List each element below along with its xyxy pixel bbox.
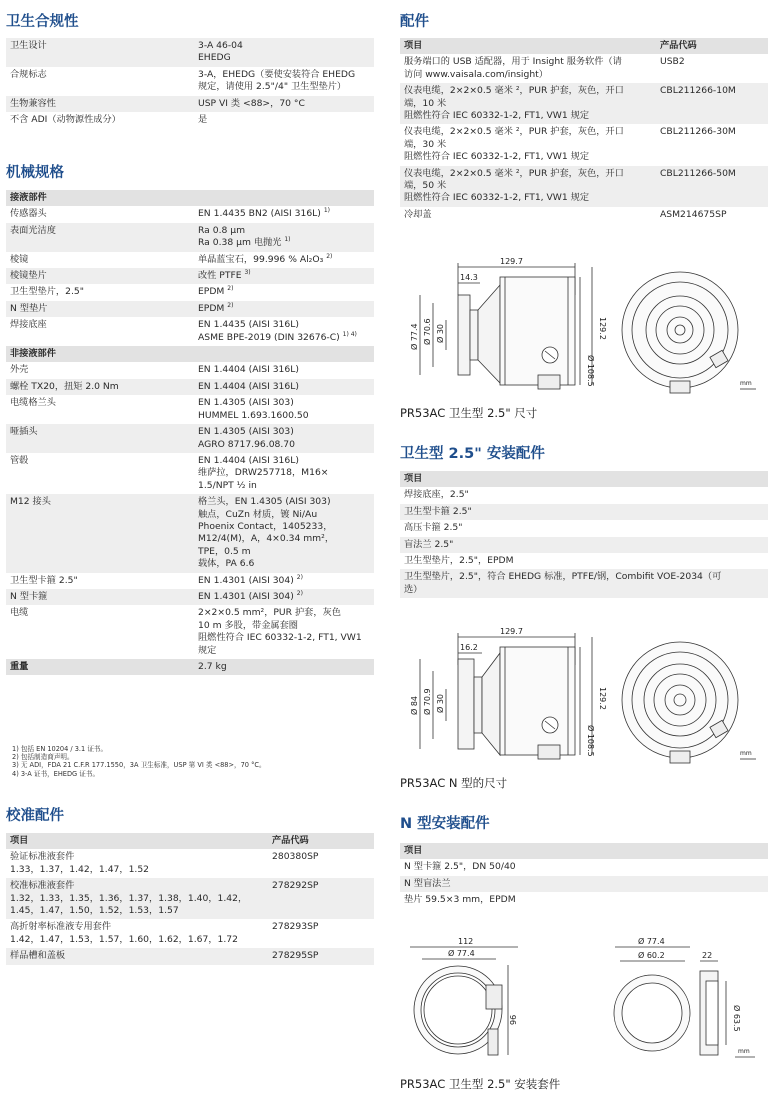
- row-item: [6, 948, 268, 964]
- row-item: 垫片 59.5×3 mm，EPDM: [404, 894, 516, 906]
- table-row: [6, 453, 374, 494]
- row-label: 电缆: [10, 607, 29, 619]
- table-row: [6, 589, 374, 605]
- row-item: 卫生型卡箍 2.5": [400, 504, 768, 520]
- mounting-kit-drawing: [400, 935, 768, 1063]
- fig3-unit: mm: [738, 1048, 750, 1055]
- weight-label: 重量: [6, 659, 194, 675]
- row-item-line: 1.32，1.33，1.35，1.36，1.37，1.38，1.40，1.42，: [10, 892, 248, 904]
- fig1-dim-d3: Ø 30: [436, 323, 445, 343]
- row-item-line: 1.42，1.47，1.53，1.57，1.60，1.62，1.67，1.72: [10, 933, 238, 945]
- row-value: [194, 112, 374, 128]
- row-code: ASM214675SP: [660, 208, 727, 220]
- row-value: [194, 573, 374, 589]
- row-value-line: TPE，0.5 m: [198, 545, 251, 557]
- row-value: [194, 589, 374, 605]
- table-header: [400, 471, 768, 487]
- table-row: [400, 54, 768, 83]
- row-label: 电缆格兰头: [10, 397, 56, 409]
- row-code: CBL211266-50M: [656, 166, 768, 207]
- footnote: 2) 包括制造商声明。: [12, 753, 74, 762]
- header-code: 产品代码: [656, 38, 768, 54]
- row-value-line: EN 1.4301 (AISI 304) $^{2)}$: [198, 573, 303, 586]
- table-row: [400, 207, 768, 223]
- row-value-line: Phoenix Contact，1405233，: [198, 520, 333, 532]
- row-code: 280380SP: [272, 851, 319, 863]
- fig1-unit: mm: [740, 380, 752, 387]
- row-value-line: ASME BPE-2019 (DIN 32676-C) $^{1) 4)}$: [198, 330, 357, 343]
- mech-title: 机械规格: [6, 165, 64, 181]
- row-value: [194, 395, 374, 424]
- header-code: 产品代码: [268, 833, 374, 849]
- row-item-line: 端，10 米: [404, 97, 447, 109]
- row-value: [194, 38, 374, 67]
- row-value-line: M12/4(M)，A，4×0.34 mm²，: [198, 533, 335, 545]
- table-row: [6, 424, 374, 453]
- table-row: [6, 301, 374, 317]
- row-value-line: Ra 0.38 µm 电抛光 $^{1)}$: [198, 236, 291, 249]
- row-item-line: 1.45，1.47，1.50，1.52，1.53，1.57: [10, 905, 179, 917]
- row-label: 不含 ADI（动物源性成分）: [10, 114, 121, 126]
- table-header: [400, 843, 768, 859]
- footnote-ref: 3): [244, 268, 251, 276]
- fig1-caption: PR53AC 卫生型 2.5" 尺寸: [400, 406, 538, 420]
- row-value-line: 2×2×0.5 mm²，PUR 护套，灰色: [198, 607, 341, 619]
- accessories-title: 配件: [400, 14, 429, 30]
- row-code: CBL211266-10M: [656, 83, 768, 124]
- footnotes: [12, 745, 372, 778]
- row-value-line: 格兰头，EN 1.4305 (AISI 303): [198, 496, 331, 508]
- row-value-line: EN 1.4404 (AISI 316L): [198, 364, 299, 376]
- row-code: 278292SP: [268, 878, 374, 919]
- footnote-ref: 1): [284, 236, 291, 244]
- fig2-unit: mm: [740, 750, 752, 757]
- fig1-dim-length: 129.7: [500, 257, 523, 266]
- row-item-line: 校准标准液套件: [10, 880, 75, 892]
- table-header: [6, 833, 374, 849]
- row-value-line: AGRO 8717.96.08.70: [198, 438, 295, 450]
- row-label: 棱镜垫片: [6, 268, 194, 284]
- row-label: M12 接头: [6, 494, 194, 572]
- footnote-ref: 2): [227, 301, 234, 309]
- row-value-line: 阻燃性符合 IEC 60332-1-2, FT1, VW1: [198, 632, 362, 644]
- fig2-caption: PR53AC N 型的尺寸: [400, 776, 508, 790]
- row-item-line: 高折射率标准液专用套件: [10, 921, 112, 933]
- table-row: [6, 849, 374, 878]
- fig3-dim-d1: Ø 77.4: [448, 949, 475, 958]
- mech-table: [6, 190, 374, 675]
- row-code: USB2: [660, 56, 685, 68]
- row-value-line: EN 1.4435 (AISI 316L): [198, 319, 299, 331]
- fig1-dim-d2: Ø 70.6: [423, 318, 432, 345]
- row-value-line: EPDM $^{2)}$: [198, 301, 234, 314]
- row-value: [194, 67, 374, 96]
- row-value-line: EN 1.4404 (AISI 316L): [198, 454, 299, 466]
- accessories-table: [400, 38, 768, 223]
- table-row: [6, 948, 374, 964]
- row-label: 哑插头: [6, 424, 194, 453]
- table-row: [400, 504, 768, 520]
- footnote: 4) 3-A 证书，EHEDG 证书。: [12, 769, 100, 778]
- row-value-line: 是: [198, 114, 208, 126]
- row-value: [194, 223, 374, 252]
- fig2-dim-height: 129.2: [598, 687, 607, 710]
- fig1-dim-d4: Ø 108.5: [586, 355, 595, 387]
- row-value: [194, 379, 374, 395]
- fig2-dim-flange: 16.2: [460, 643, 478, 652]
- row-label: N 型卡箍: [6, 589, 194, 605]
- row-value-line: 1.5/NPT ½ in: [198, 479, 257, 491]
- table-row: [6, 268, 374, 284]
- row-item: 卫生型垫片，2.5"，符合 EHEDG 标准，PTFE/钢，Combifit VOE-2034（可 选）: [400, 569, 768, 598]
- weight-value: 2.7 kg: [194, 659, 374, 675]
- table-row: [6, 878, 374, 919]
- row-label: N 型垫片: [6, 301, 194, 317]
- row-label: 螺栓 TX20，扭矩 2.0 Nm: [6, 379, 194, 395]
- row-item: [6, 878, 268, 919]
- row-item: [400, 166, 656, 207]
- row-label: 卫生型卡箍 2.5": [10, 574, 78, 586]
- calib-table: [6, 833, 374, 965]
- table-row: [6, 252, 374, 268]
- table-row: [6, 919, 374, 948]
- row-item: N 型盲法兰: [400, 876, 768, 892]
- table-row: [400, 537, 768, 553]
- row-item: [400, 207, 656, 223]
- sensor-hygienic-drawing: [400, 255, 768, 395]
- row-value-line: 维萨拉，DRW257718，M16×: [198, 467, 329, 479]
- row-value-line: EN 1.4404 (AISI 316L): [198, 380, 299, 392]
- row-item: [6, 919, 268, 948]
- table-row: [6, 206, 374, 222]
- hygiene-title: 卫生合规性: [6, 14, 79, 30]
- table-row: [6, 223, 374, 252]
- fig1-dim-flange: 14.3: [460, 273, 478, 282]
- row-label: 合规标志: [10, 68, 47, 80]
- header-item: 项目: [400, 38, 656, 54]
- row-label: 卫生型垫片，2.5": [10, 286, 84, 298]
- row-item: N 型卡箍 2.5"，DN 50/40: [404, 861, 516, 873]
- row-value-line: USP VI 类 <88>，70 °C: [198, 97, 305, 109]
- footnote-ref: 2): [296, 573, 303, 581]
- fig2-dim-length: 129.7: [500, 627, 523, 636]
- table-row: [400, 876, 768, 892]
- footnote: 1) 包括 EN 10204 / 3.1 证书。: [12, 745, 108, 753]
- table-row: [400, 553, 768, 569]
- row-label: 传感器头: [10, 208, 47, 220]
- row-label: 外壳: [10, 364, 29, 376]
- row-item-line: 验证标准液套件: [10, 851, 75, 863]
- table-header: [400, 38, 768, 54]
- row-item-line: 仪表电缆，2×2×0.5 毫米 ²，PUR 护套，灰色，开口: [404, 167, 624, 179]
- row-value: [194, 605, 374, 659]
- table-row: [6, 573, 374, 589]
- row-value: [194, 301, 374, 317]
- row-label: 卫生设计: [6, 38, 194, 67]
- table-row: [6, 494, 374, 572]
- table-row: [6, 317, 374, 346]
- table-row: [6, 395, 374, 424]
- row-item: [400, 54, 656, 83]
- table-row: [400, 520, 768, 536]
- row-value: [194, 424, 374, 453]
- fig2-dim-d4: Ø 108.5: [586, 725, 595, 757]
- fig3-dim-width: 112: [458, 937, 474, 946]
- row-item: 高压卡箍 2.5": [404, 522, 463, 534]
- footnote-ref: 2): [227, 285, 234, 293]
- row-value-line: EN 1.4301 (AISI 304) $^{2)}$: [198, 589, 303, 602]
- table-row: [6, 112, 374, 128]
- row-item-line: 访问 www.vaisala.com/insight）: [404, 68, 548, 80]
- row-label: 生物兼容性: [6, 96, 194, 112]
- row-item: [400, 124, 656, 165]
- subheader-label: 接液部件: [6, 190, 374, 206]
- row-item-line: 端，50 米: [404, 180, 447, 192]
- fig3-dim-thickness: 22: [702, 951, 713, 960]
- table-row: [400, 124, 768, 165]
- table-row: [6, 605, 374, 659]
- row-value-line: 改性 PTFE $^{3)}$: [198, 268, 251, 282]
- table-subheader: [6, 346, 374, 362]
- row-item-line: 仪表电缆，2×2×0.5 毫米 ²，PUR 护套，灰色，开口: [404, 85, 624, 97]
- hyg-mount-title: 卫生型 2.5" 安装配件: [400, 446, 545, 462]
- table-row: [400, 83, 768, 124]
- row-label: 管毂: [10, 454, 29, 466]
- row-item-line: 冷却盖: [404, 208, 432, 220]
- fig3-caption: PR53AC 卫生型 2.5" 安装套件: [400, 1077, 561, 1091]
- row-code: CBL211266-30M: [660, 126, 736, 138]
- table-row: [6, 67, 374, 96]
- row-value: [194, 284, 374, 300]
- row-value-line: EHEDG: [198, 52, 231, 64]
- header-item: 项目: [400, 843, 768, 859]
- footnote-ref: 2): [296, 589, 303, 597]
- row-label: 棱镜: [10, 253, 29, 265]
- row-item: 焊接底座，2.5": [404, 489, 469, 501]
- row-item-line: 阻燃性符合 IEC 60332-1-2, FT1, VW1 规定: [404, 192, 590, 204]
- row-item: [400, 83, 656, 124]
- footnote: 3) 无 ADI，FDA 21 C.F.R 177.1550，3A 卫生标准，USP 第 VI 类 <88>，70 °C。: [12, 761, 266, 770]
- row-value: [194, 252, 374, 268]
- fig1-dim-height: 129.2: [598, 317, 607, 340]
- table-subheader: [6, 190, 374, 206]
- row-value: [194, 317, 374, 346]
- row-label: 表面光洁度: [6, 223, 194, 252]
- footnote-ref: 1) 4): [342, 330, 357, 338]
- header-item: 项目: [400, 471, 768, 487]
- row-value: [194, 362, 374, 378]
- table-row: [400, 569, 768, 598]
- fig1-dim-d1: Ø 77.4: [410, 323, 419, 350]
- row-value-line: EN 1.4305 (AISI 303): [198, 426, 294, 438]
- row-item-line: 服务端口的 USB 适配器，用于 Insight 服务软件（请: [404, 56, 622, 68]
- row-value-line: Ra 0.8 µm: [198, 224, 246, 236]
- table-row: [6, 96, 374, 112]
- row-item-line: 阻燃性符合 IEC 60332-1-2, FT1, VW1 规定: [404, 110, 590, 122]
- footnote-ref: 2): [326, 252, 333, 260]
- footnote-ref: 1): [323, 207, 330, 215]
- fig3-dim-d3: Ø 60.2: [638, 951, 665, 960]
- row-value: [194, 494, 374, 572]
- row-value-line: EPDM $^{2)}$: [198, 285, 234, 298]
- row-value-line: EN 1.4435 BN2 (AISI 316L) $^{1)}$: [198, 207, 330, 220]
- fig3-dim-d2: Ø 77.4: [638, 937, 665, 946]
- fig2-dim-d3: Ø 30: [436, 693, 445, 713]
- row-item-line: 样品槽和盖板: [10, 950, 66, 962]
- table-row: [400, 487, 768, 503]
- table-row: [6, 38, 374, 67]
- calib-title: 校准配件: [6, 808, 64, 824]
- table-row: [6, 379, 374, 395]
- table-row: [400, 892, 768, 908]
- row-value-line: HUMMEL 1.693.1600.50: [198, 409, 309, 421]
- row-item-line: 仪表电缆，2×2×0.5 毫米 ²，PUR 护套，灰色，开口: [404, 126, 624, 138]
- fig3-dim-d4: Ø 63.5: [732, 1005, 741, 1032]
- row-value-line: 载体，PA 6.6: [198, 558, 255, 570]
- weight-row: [6, 659, 374, 675]
- row-value-line: 规定，请使用 2.5"/4" 卫生型垫片）: [198, 81, 347, 93]
- n-mount-title: N 型安装配件: [400, 816, 490, 832]
- row-code: 278293SP: [272, 921, 319, 933]
- row-value-line: 3-A，EHEDG（要使安装符合 EHEDG: [198, 68, 356, 80]
- row-item-line: 端，30 米: [404, 138, 447, 150]
- row-item: 盲法兰 2.5": [400, 537, 768, 553]
- n-mount-table: [400, 843, 768, 909]
- table-row: [400, 859, 768, 875]
- row-value-line: 3-A 46-04: [198, 40, 243, 51]
- row-value: [194, 206, 374, 222]
- fig2-dim-d1: Ø 84: [410, 695, 419, 715]
- hyg-mount-table: [400, 471, 768, 598]
- row-item-line: 阻燃性符合 IEC 60332-1-2, FT1, VW1 规定: [404, 151, 590, 163]
- row-item-line: 1.33，1.37，1.42，1.47，1.52: [10, 863, 150, 875]
- sensor-n-type-drawing: [400, 625, 768, 765]
- row-value-line: 10 m 多股，带金属套圈: [198, 619, 298, 631]
- row-code: 278295SP: [268, 948, 374, 964]
- fig2-dim-d2: Ø 70.9: [423, 688, 432, 715]
- row-value: [194, 268, 374, 284]
- row-item: [6, 849, 268, 878]
- table-row: [400, 166, 768, 207]
- row-label: 焊接底座: [10, 319, 47, 331]
- row-value-line: 触点，CuZn 材质，镀 Ni/Au: [198, 508, 318, 520]
- row-item: 卫生型垫片，2.5"，EPDM: [404, 555, 514, 567]
- row-value: [194, 453, 374, 494]
- row-value-line: 单晶蓝宝石，99.996 % Al₂O₃ $^{2)}$: [198, 252, 333, 265]
- row-value-line: EN 1.4305 (AISI 303): [198, 397, 294, 409]
- fig3-dim-height: 96: [509, 1014, 518, 1025]
- table-row: [6, 284, 374, 300]
- row-value-line: 规定: [198, 644, 217, 656]
- header-item: 项目: [6, 833, 268, 849]
- table-row: [6, 362, 374, 378]
- subheader-label: 非接液部件: [6, 346, 374, 362]
- hygiene-table: [6, 38, 374, 128]
- row-value: [194, 96, 374, 112]
